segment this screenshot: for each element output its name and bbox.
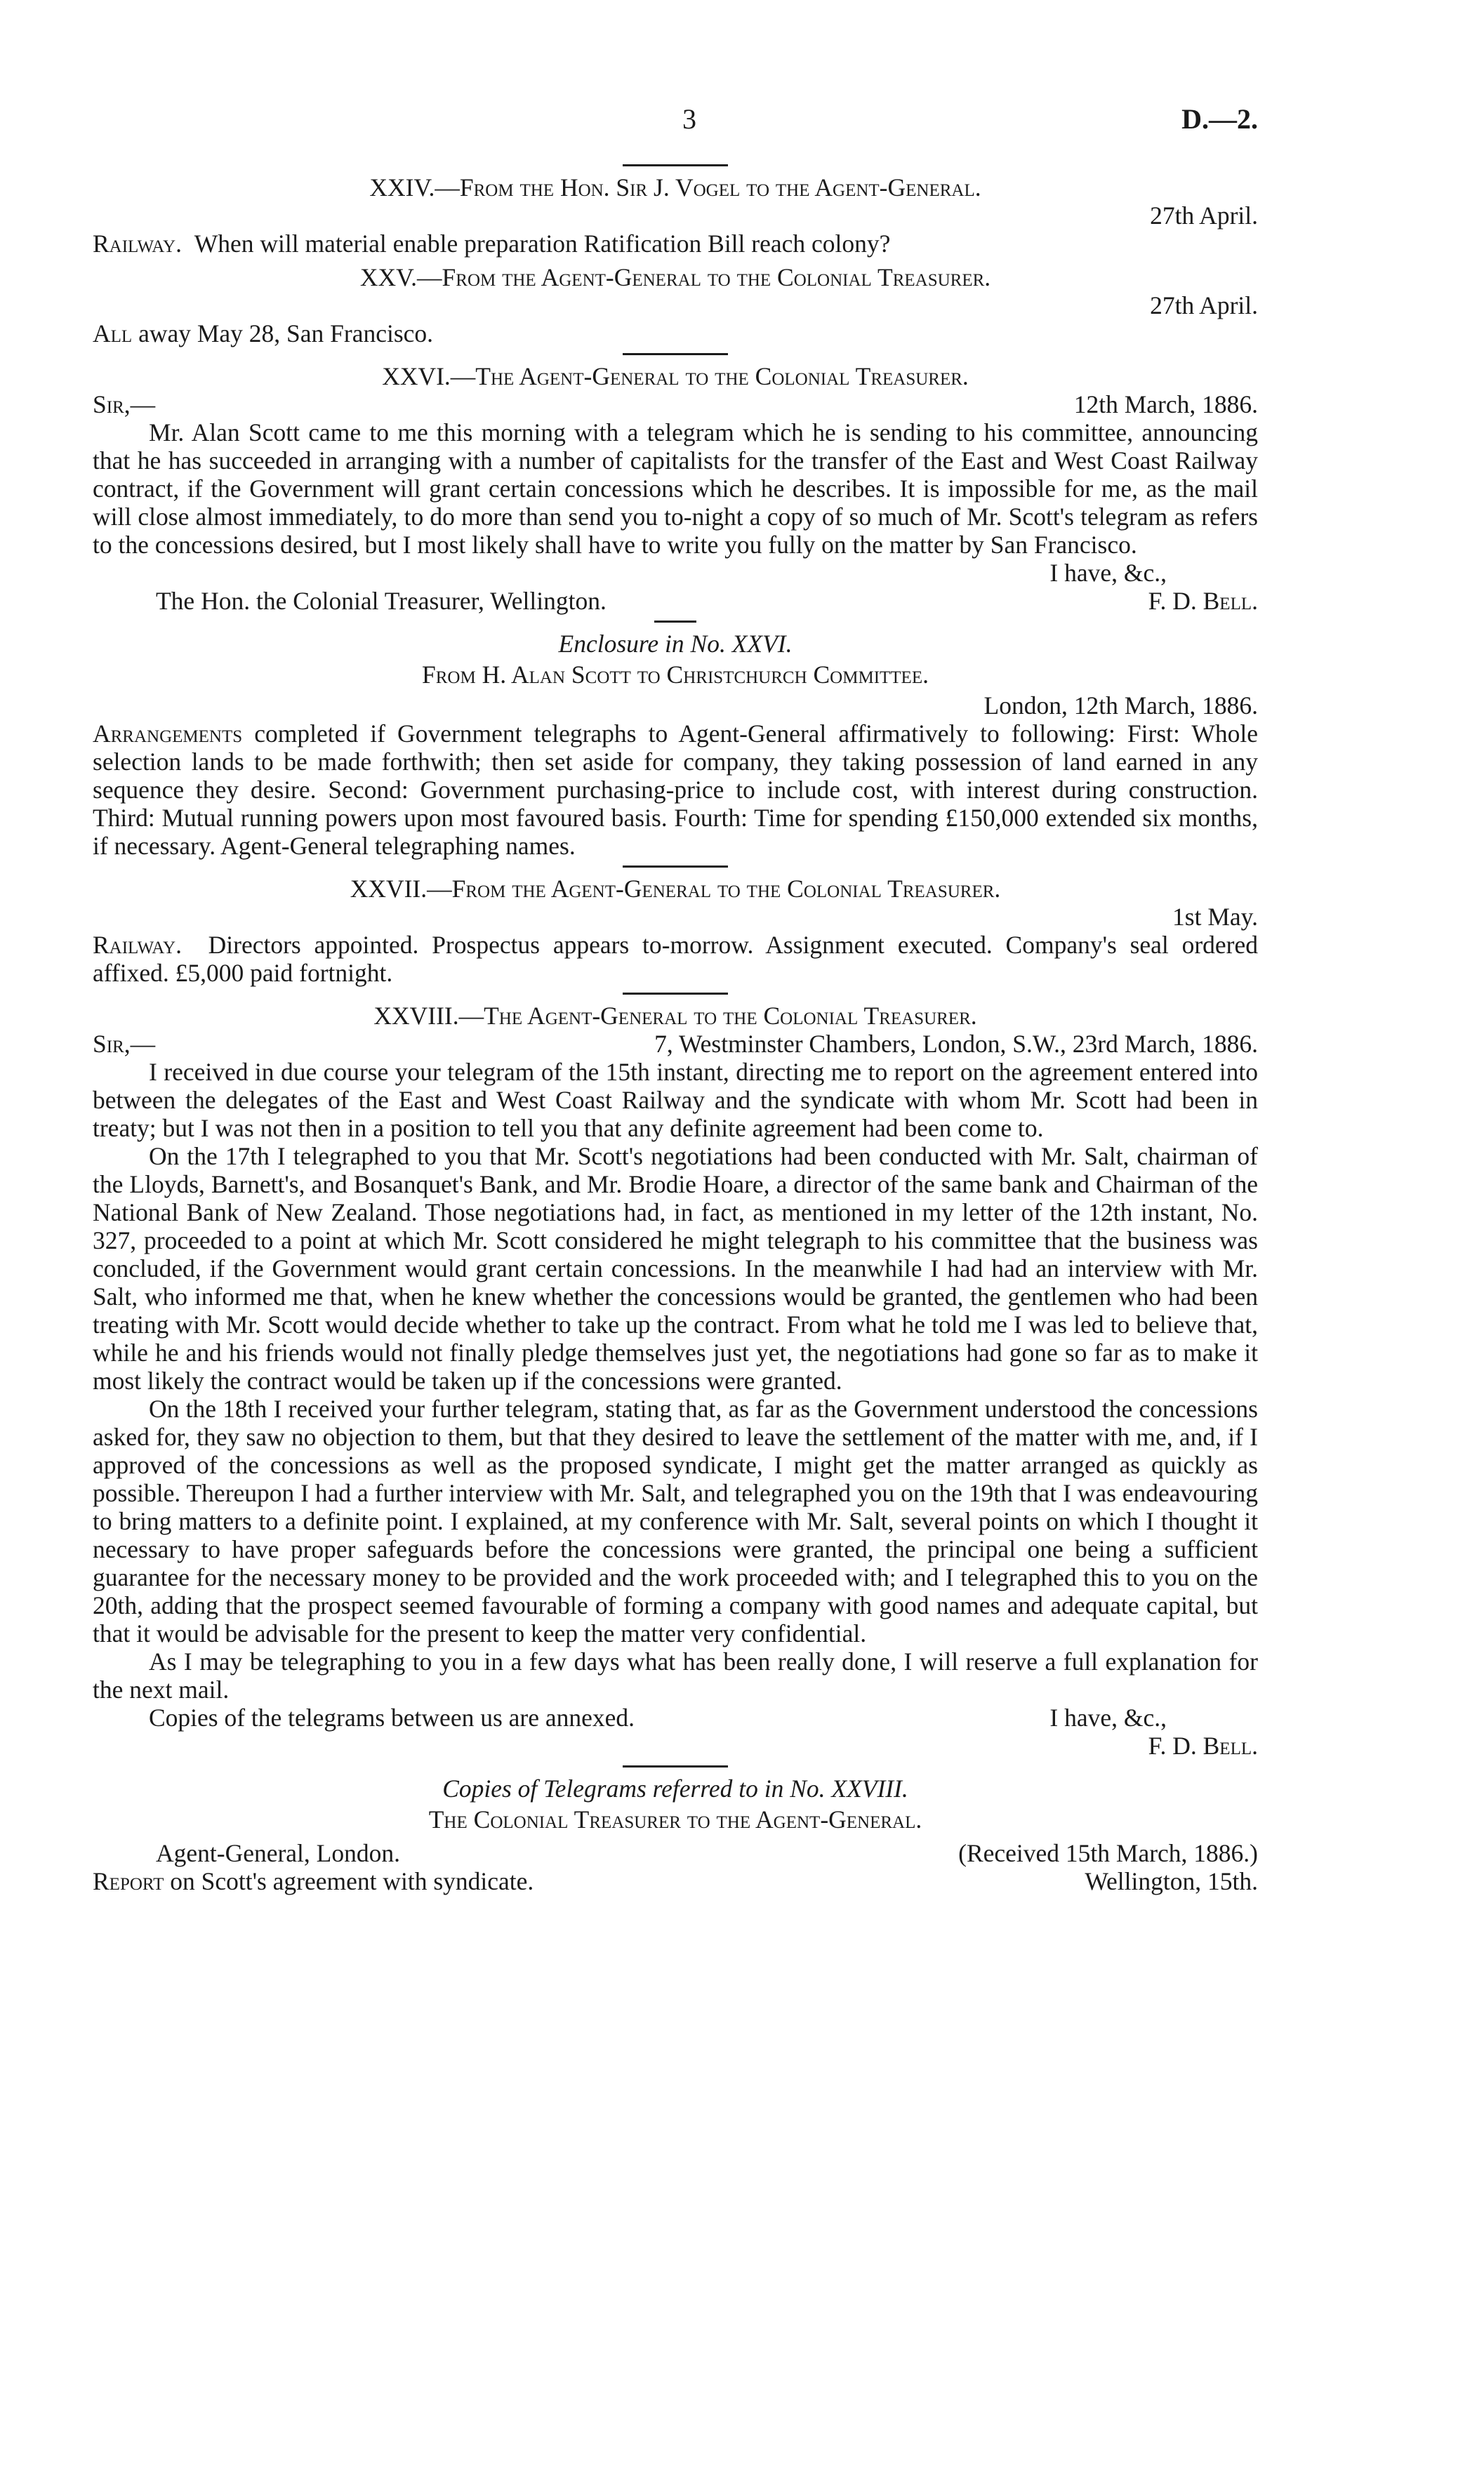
section-xxvii	[93, 866, 1258, 987]
letter-date: 12th March, 1886.	[1073, 390, 1258, 418]
lead-word: Arrangements	[93, 719, 243, 748]
sign-off	[93, 587, 1258, 615]
letter-paragraph: I received in due course your telegram of the 15th instant, directing me to report on the agreement entered into between the delegates of the East and West Coast Railway and the syndicate with whom Mr. Scott had been in treaty; but I was not then in a position to tell you that any definite agreement had been come to.	[93, 1058, 1258, 1142]
sidenote: All	[93, 319, 133, 347]
enclosure-date: London, 12th March, 1886.	[983, 691, 1258, 719]
section-heading: XXVII.—From the Agent-General to the Colonial Treasurer.	[350, 875, 1001, 903]
copies-line: Copies of the telegrams between us are annexed.	[149, 1704, 635, 1732]
letter-paragraph: As I may be telegraphing to you in a few days what has been really done, I will reserve a full explanation for the next mail.	[93, 1647, 1258, 1704]
salutation: Sir,—	[93, 390, 156, 418]
telegram-received: (Received 15th March, 1886.)	[958, 1839, 1258, 1867]
closing: I have, &c.,	[1049, 1704, 1167, 1732]
letter-address: 7, Westminster Chambers, London, S.W., 23rd March, 1886.	[654, 1030, 1258, 1058]
copies-line-row	[93, 1704, 1258, 1732]
lead-word: Report	[93, 1867, 164, 1895]
section-date: 27th April.	[1150, 201, 1258, 230]
copies-subtitle: The Colonial Treasurer to the Agent-General.	[428, 1805, 922, 1833]
enclosure-xxvi	[93, 621, 1258, 860]
section-xxviii	[93, 993, 1258, 1760]
letter-paragraph: On the 17th I telegraphed to you that Mr. Scott's negotiations had been conducted with Mr. Salt, chairman of the Lloyds, Barnett's, and Bosanquet's Bank, and Mr. Brodie Hoare, a director of the same bank and Chairman of the National Bank of New Zealand. Those negotiations had, in fact, as mentioned in my letter of the 12th instant, No. 327, proceeded to a point at which Mr. Scott considered he might telegraph to his committee that the business was concluded, if the Government would grant certain concessions. In the meanwhile I had had an interview with Mr. Salt, who informed me that, when he knew whether the concessions would be granted, the gentlemen who had been treating with Mr. Scott would decide whether to take up the contract. From what he told me I was led to believe that, while he and his friends would not finally pledge themselves just yet, the negotiations had gone so far as to make it most likely the contract would be taken up if the concessions were granted.	[93, 1142, 1258, 1395]
section-rule	[623, 866, 728, 868]
section-rule	[623, 164, 728, 166]
telegram-header	[93, 1839, 1258, 1867]
section-heading: XXVIII.—The Agent-General to the Colonial Treasurer.	[373, 1002, 977, 1030]
section-heading: XXVI.—The Agent-General to the Colonial Treasurer.	[382, 362, 969, 390]
enclosure-body: Arrangements completed if Government telegraphs to Agent-General affirmatively to following: First: Whole selection lands to be made forthwith; then set aside for company, they taking possession of land earned in any sequence they desire. Second: Government purchasing-price to include cost, with interest during construction. Third: Mutual running powers upon most favoured basis. Fourth: Time for spending £150,000 extended six months, if necessary. Agent-General telegraphing names.	[93, 719, 1259, 860]
page-reference: D.—2.	[1181, 103, 1258, 135]
section-heading: XXIV.—From the Hon. Sir J. Vogel to the Agent-General.	[369, 173, 981, 201]
letter-header	[93, 1030, 1258, 1058]
copies-title: Copies of Telegrams referred to in No. XXVIII.	[442, 1775, 908, 1803]
section-rule	[623, 353, 728, 355]
section-heading: XXV.—From the Agent-General to the Colonial Treasurer.	[359, 263, 991, 291]
telegram-place-date: Wellington, 15th.	[1085, 1867, 1258, 1895]
closing: I have, &c.,	[1049, 559, 1167, 587]
letter-body: Mr. Alan Scott came to me this morning with a telegram which he is sending to his committee, announcing that he has succeeded in arranging with a number of capitalists for the transfer of the East and West Coast Railway contract, if the Government will grant certain concessions which he describes. It is impossible for me, as the mail will close almost immediately, to do more than send you to-night a copy of so much of Mr. Scott's telegram as refers to the concessions desired, but I most likely shall have to write you fully on the matter by San Francisco.	[93, 418, 1258, 559]
sidenote: Railway.	[93, 230, 182, 258]
addressee: The Hon. the Colonial Treasurer, Wellington.	[156, 587, 607, 615]
section-rule	[623, 993, 728, 995]
signature: F. D. Bell.	[1148, 1732, 1258, 1760]
section-rule	[654, 621, 696, 623]
salutation: Sir,—	[93, 1030, 156, 1058]
telegram-body-row	[93, 1867, 1258, 1895]
telegram-text: Railway. When will material enable preparation Ratification Bill reach colony?	[93, 230, 891, 258]
signature: F. D. Bell.	[1148, 587, 1258, 615]
page-number: 3	[682, 103, 696, 135]
section-rule	[623, 1765, 728, 1768]
telegram-text: Report on Scott's agreement with syndicate.	[93, 1867, 534, 1895]
enclosure-title: Enclosure in No. XXVI.	[558, 630, 793, 658]
page-header	[93, 105, 1258, 147]
section-date: 1st May.	[1172, 903, 1258, 931]
letter-paragraph: On the 18th I received your further telegram, stating that, as far as the Government understood the concessions asked for, they saw no objection to them, but that they desired to leave the settlement of the matter with me, and, if I approved of the concessions as well as the proposed syndicate, I might get the matter arranged as quickly as possible. Thereupon I had a further interview with Mr. Salt, and telegraphed you on the 19th that I was endeavouring to bring matters to a definite point. I explained, at my conference with Mr. Salt, several points on which I thought it necessary to have proper safeguards before the concessions were granted, the principal one being a sufficient guarantee for the necessary money to be provided and the work proceeded with; and I telegraphed this to you on the 20th, adding that the prospect seemed favourable of forming a company with good names and adequate capital, but that it would be advisable for the present to keep the matter very confidential.	[93, 1395, 1258, 1647]
section-xxiv	[93, 164, 1258, 258]
telegram-text: Railway. Directors appointed. Prospectus appears to-morrow. Assignment executed. Company's seal ordered affixed. £5,000 paid fortnight.	[93, 931, 1259, 987]
section-xxv	[93, 263, 1258, 347]
section-date: 27th April.	[1150, 291, 1258, 319]
document-page	[93, 105, 1258, 1895]
enclosure-subtitle: From H. Alan Scott to Christchurch Committee.	[422, 661, 929, 689]
sidenote: Railway.	[93, 931, 182, 959]
copies-of-telegrams	[93, 1765, 1258, 1895]
letter-header	[93, 390, 1258, 418]
section-xxvi	[93, 353, 1258, 615]
telegram-text: All away May 28, San Francisco.	[93, 319, 434, 347]
telegram-to: Agent-General, London.	[156, 1839, 400, 1867]
